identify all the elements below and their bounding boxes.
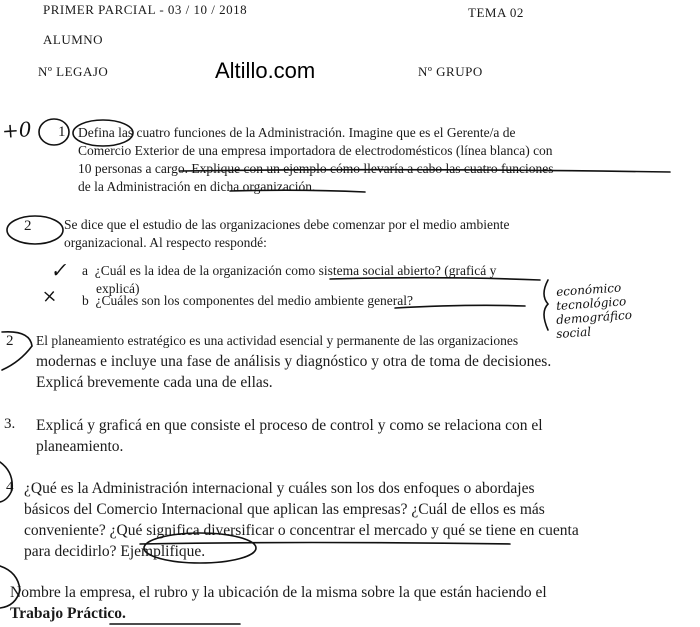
item-label: a [82,263,88,278]
question-2-item-b [82,292,413,310]
item-text: ¿Cuál es la idea de la organización como sistema social abierto? (graficá y [94,263,497,278]
circle-question-2 [7,216,63,244]
question-3 [36,415,543,457]
question-line: Se dice que el estudio de las organizaciones debe comenzar por el medio ambiente [64,217,510,232]
question-4 [24,478,579,562]
question-number: 1 [58,124,66,140]
question-number: 4 [6,479,14,495]
exam-title: PRIMER PARCIAL - 03 / 10 / 2018 [43,2,248,17]
question-line: conveniente? ¿Qué significa diversificar o concentrar el mercado y qué se tiene en cuenta [24,522,579,539]
question-line: planeamiento. [36,438,124,455]
question-line: ¿Qué es la Administración internacional y cuáles son los dos enfoques o abordajes [24,480,535,497]
question-line-bold: Trabajo Práctico. [10,605,126,622]
question-line: modernas e incluye una fase de análisis y diagnóstico y otra de toma de decisiones. [36,353,552,370]
legajo-label: Nº LEGAJO [38,64,109,79]
item-label: b [82,293,89,308]
question-line: 10 personas a cargo. Explique con un ejemplo cómo llevaría a cabo las cuatro funciones [78,161,554,176]
question-number: 2 [6,333,14,349]
underline-item-b [395,305,525,308]
note-line: tecnológico [555,294,627,314]
question-line: Nombre la empresa, el rubro y la ubicación de la misma sobre la que están haciendo el [10,584,547,601]
question-line: organizacional. Al respecto respondé: [64,235,267,250]
note-line: demográfico [555,307,633,328]
question-line: El planeamiento estratégico es una actividad esencial y permanente de las organizaciones [36,333,519,348]
note-line: social [555,324,592,342]
alumno-label: ALUMNO [43,32,104,47]
question-2-planeamiento [36,330,551,393]
item-text: ¿Cuáles son los componentes del medio ambiente general? [95,293,414,308]
handwritten-notes [555,280,700,342]
question-line: de la Administración en dicha organización. [78,179,316,194]
question-number: 2 [24,218,32,234]
question-1 [78,124,553,196]
question-line: para decidirlo? Ejemplifique. [24,543,206,560]
brace-mark [544,280,548,330]
question-line: Defina las cuatro funciones de la Administración. Imagine que es el Gerente/a de [78,125,516,140]
question-2 [64,216,509,252]
question-5 [10,582,547,624]
item-text: explicá) [96,281,140,296]
watermark-text: Altillo.com [215,58,316,83]
margin-mark: +0 [1,117,33,143]
grupo-label: Nº GRUPO [418,64,483,79]
question-line: Explicá y graficá en que consiste el proceso de control y como se relaciona con el [36,417,543,434]
question-line: Comercio Exterior de una empresa importadora de electrodomésticos (línea blanca) con [78,143,553,158]
question-number: 3. [4,416,16,432]
question-line: Explicá brevemente cada una de ellas. [36,374,273,391]
check-mark-a: ✓ [49,257,68,283]
cross-mark-b: × [41,285,58,308]
question-line: básicos del Comercio Internacional que aplican las empresas? ¿Cuál de ellos es más [24,501,545,518]
tema-label: TEMA 02 [468,5,524,20]
note-line: económico [555,280,622,300]
